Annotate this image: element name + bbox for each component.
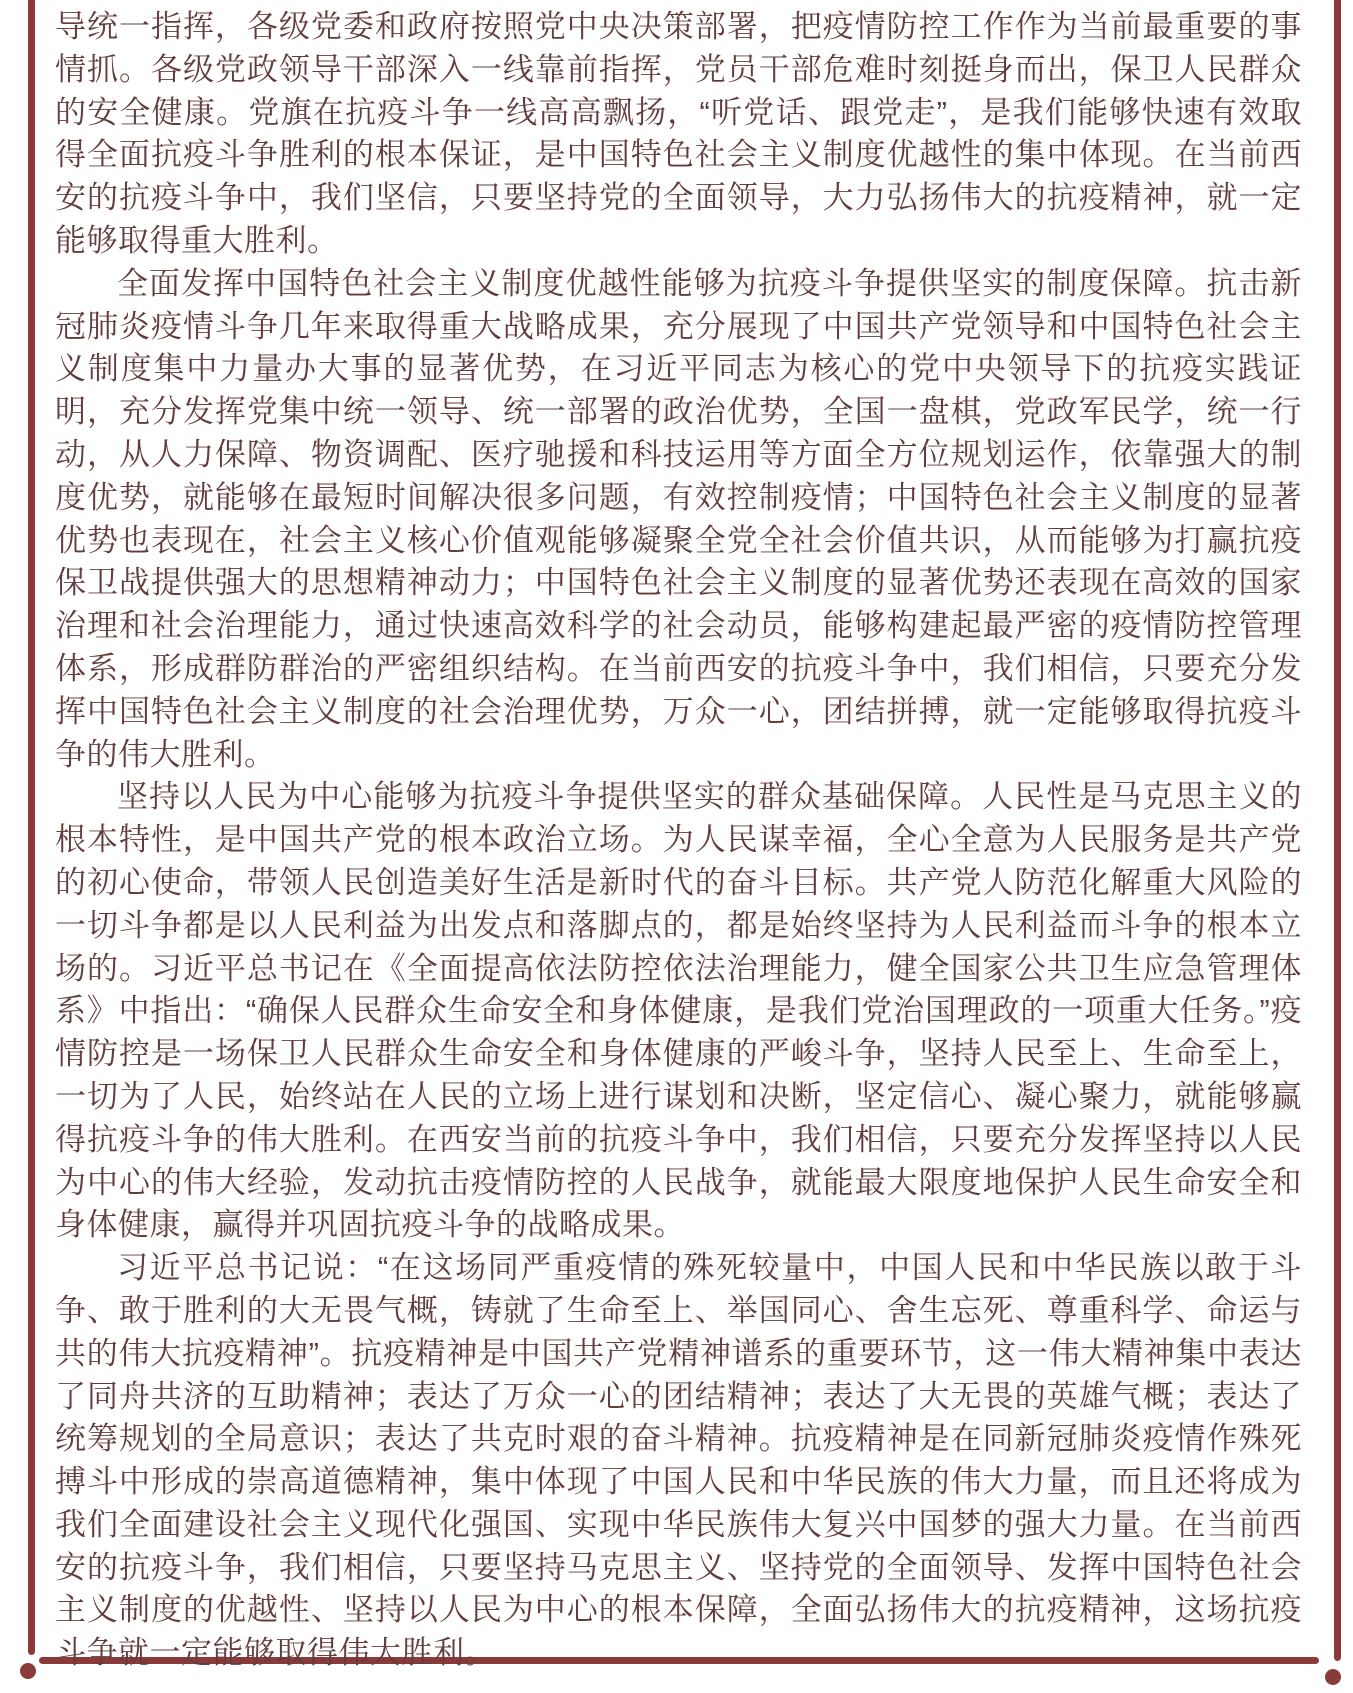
paragraph-system-advantage: 全面发挥中国特色社会主义制度优越性能够为抗疫斗争提供坚实的制度保障。抗击新冠肺炎疫情斗争几年来取得重大战略成果，充分展现了中国共产党领导和中国特色社会主义制度集中力量办大事的显著优势，在习近平同志为核心的党中央领导下的抗疫实践证明，充分发挥党集中统一领导、统一部署的政治优势，全国一盘棋，党政军民学，统一行动，从人力保障、物资调配、医疗驰援和科技运用等方面全方位规划运作，依靠强大的制度优势，就能够在最短时间解决很多问题，有效控制疫情；中国特色社会主义制度的显著优势也表现在，社会主义核心价值观能够凝聚全党全社会价值共识，从而能够为打赢抗疫保卫战提供强大的思想精神动力；中国特色社会主义制度的显著优势还表现在高效的国家治理和社会治理能力，通过快速高效科学的社会动员，能够构建起最严密的疫情防控管理体系，形成群防群治的严密组织结构。在当前西安的抗疫斗争中，我们相信，只要充分发挥中国特色社会主义制度的社会治理优势，万众一心，团结拼搏，就一定能够取得抗疫斗争的伟大胜利。	[55, 265, 1302, 772]
bottom-left-dot	[20, 1663, 36, 1679]
right-border-line	[1334, 0, 1341, 1661]
paragraph-people-centered: 坚持以人民为中心能够为抗疫斗争提供坚实的群众基础保障。人民性是马克思主义的根本特性，是中国共产党的根本政治立场。为人民谋幸福，全心全意为人民服务是共产党的初心使命，带领人民创造美好生活是新时代的奋斗目标。共产党人防范化解重大风险的一切斗争都是以人民利益为出发点和落脚点的，都是始终坚持为人民利益而斗争的根本立场的。习近平总书记在《全面提高依法防控依法治理能力，健全国家公共卫生应急管理体系》中指出：“确保人民群众生命安全和身体健康，是我们党治国理政的一项重大任务。”疫情防控是一场保卫人民群众生命安全和身体健康的严峻斗争，坚持人民至上、生命至上，一切为了人民，始终站在人民的立场上进行谋划和决断，坚定信心、凝心聚力，就能够赢得抗疫斗争的伟大胜利。在西安当前的抗疫斗争中，我们相信，只要充分发挥坚持以人民为中心的伟大经验，发动抗击疫情防控的人民战争，就能最大限度地保护人民生命安全和身体健康，赢得并巩固抗疫斗争的战略成果。	[55, 779, 1302, 1243]
paragraph-antiepidemic-spirit: 习近平总书记说：“在这场同严重疫情的殊死较量中，中国人民和中华民族以敢于斗争、敢于胜利的大无畏气概，铸就了生命至上、举国同心、舍生忘死、尊重科学、命运与共的伟大抗疫精神”。抗疫精神是中国共产党精神谱系的重要环节，这一伟大精神集中表达了同舟共济的互助精神；表达了万众一心的团结精神；表达了大无畏的英雄气概；表达了统筹规划的全局意识；表达了共克时艰的奋斗精神。抗疫精神是在同新冠肺炎疫情作殊死搏斗中形成的崇高道德精神，集中体现了中国人民和中华民族的伟大力量，而且还将成为我们全面建设社会主义现代化强国、实现中华民族伟大复兴中国梦的强大力量。在当前西安的抗疫斗争，我们相信，只要坚持马克思主义、坚持党的全面领导、发挥中国特色社会主义制度的优越性、坚持以人民为中心的根本保障，全面弘扬伟大的抗疫精神，这场抗疫斗争就一定能够取得伟大胜利。	[55, 1250, 1302, 1671]
paragraph-continuation: 导统一指挥，各级党委和政府按照党中央决策部署，把疫情防控工作作为当前最重要的事情抓。各级党政领导干部深入一线靠前指挥，党员干部危难时刻挺身而出，保卫人民群众的安全健康。党旗在抗疫斗争一线高高飘扬，“听党话、跟党走”，是我们能够快速有效取得全面抗疫斗争胜利的根本保证，是中国特色社会主义制度优越性的集中体现。在当前西安的抗疫斗争中，我们坚信，只要坚持党的全面领导，大力弘扬伟大的抗疫精神，就一定能够取得重大胜利。	[55, 9, 1302, 258]
left-border-line	[28, 0, 35, 1655]
bottom-right-dot	[1325, 1669, 1341, 1685]
article-body	[55, 6, 1302, 1675]
